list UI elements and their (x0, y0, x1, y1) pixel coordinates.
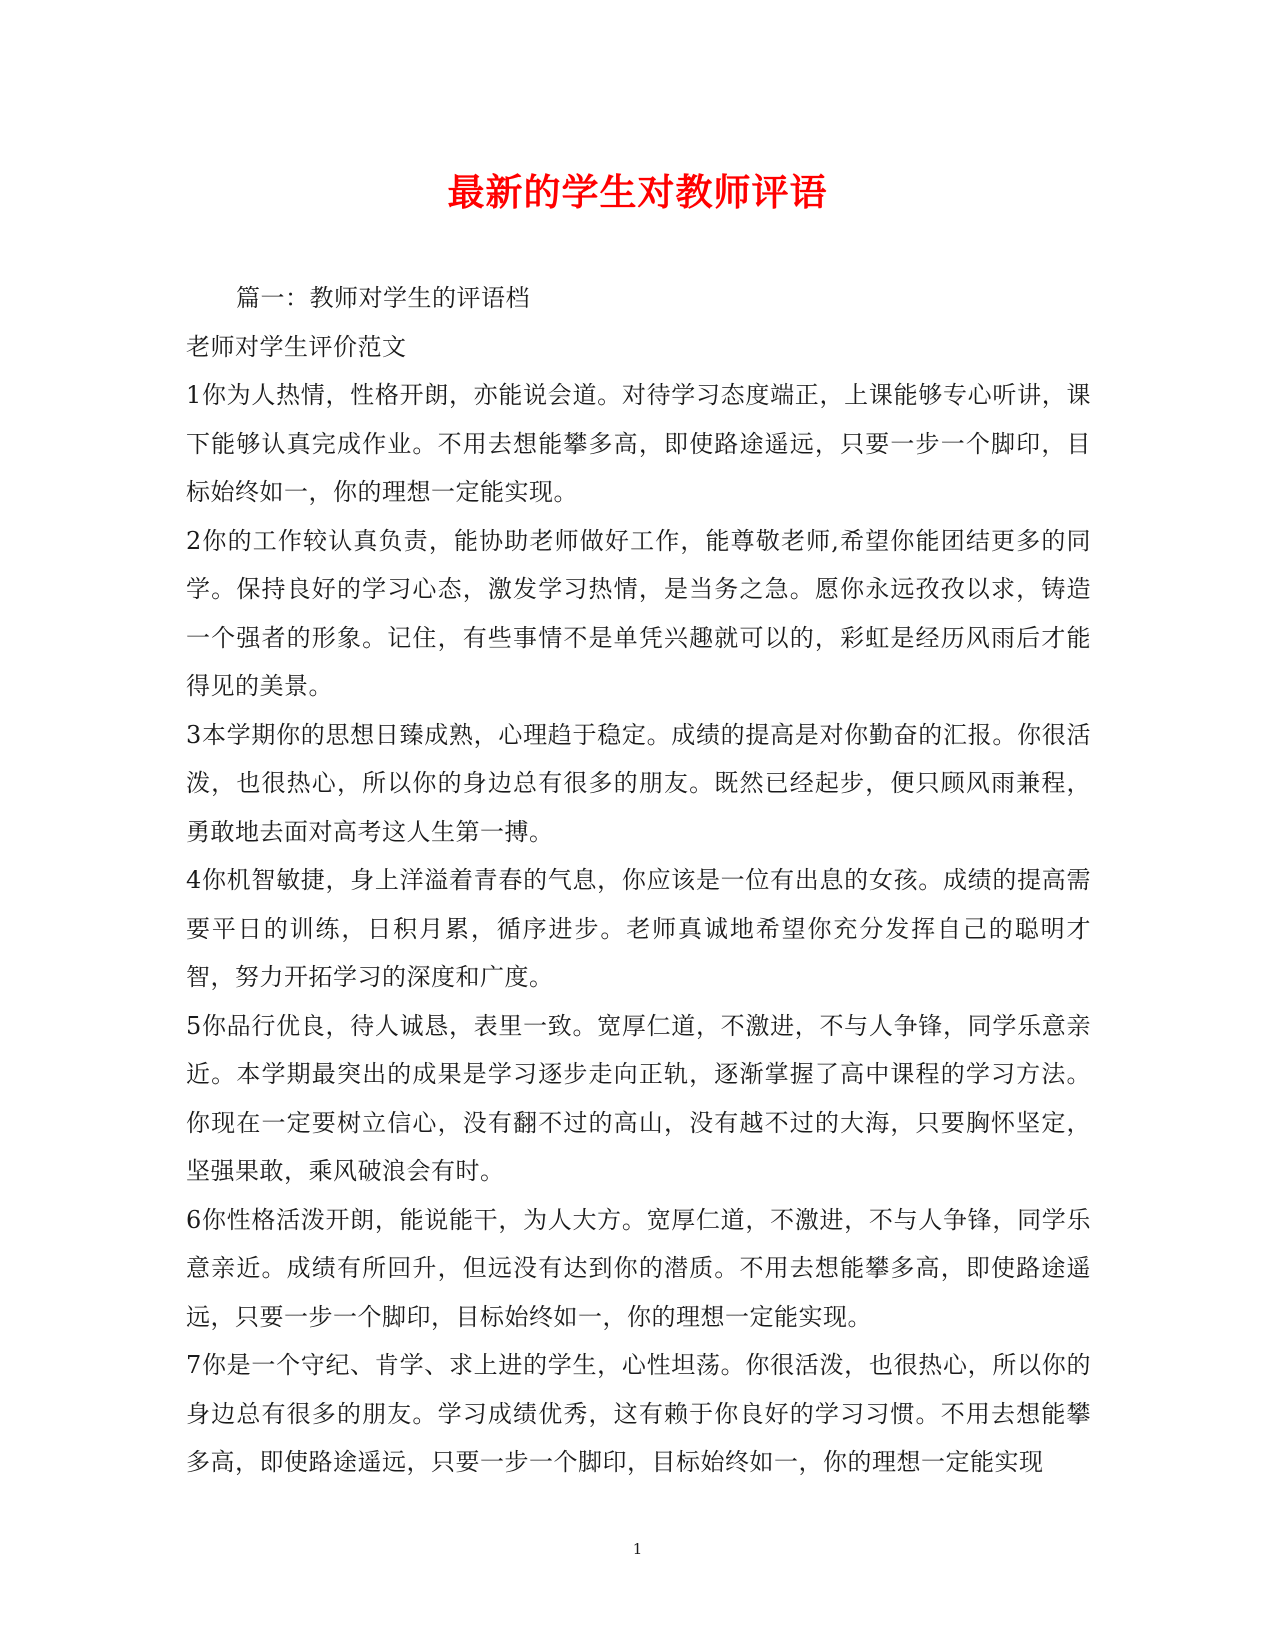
comment-paragraph-6: 6你性格活泼开朗，能说能干，为人大方。宽厚仁道，不激进，不与人争锋，同学乐意亲近。成绩有所回升，但远没有达到你的潜质。不用去想能攀多高，即使路途遥远，只要一步一个脚印，目标始终如一，你的理想一定能实现。 (186, 1205, 1091, 1331)
comment-paragraph-2: 2你的工作较认真负责，能协助老师做好工作，能尊敬老师,希望你能团结更多的同学。保持良好的学习心态，激发学习热情，是当务之急。愿你永远孜孜以求，铸造一个强者的形象。记住，有些事情不是单凭兴趣就可以的，彩虹是经历风雨后才能得见的美景。 (186, 526, 1091, 700)
comment-paragraph-1: 1你为人热情，性格开朗，亦能说会道。对待学习态度端正，上课能够专心听讲，课下能够认真完成作业。不用去想能攀多高，即使路途遥远，只要一步一个脚印，目标始终如一，你的理想一定能实现。 (186, 381, 1091, 506)
document-body (186, 274, 1091, 1487)
section-heading: 篇一：教师对学生的评语档 (236, 284, 530, 312)
subheading: 老师对学生评价范文 (186, 332, 407, 361)
document-title: 最新的学生对教师评语 (447, 170, 828, 214)
comment-paragraph-3: 3本学期你的思想日臻成熟，心理趋于稳定。成绩的提高是对你勤奋的汇报。你很活泼，也很热心，所以你的身边总有很多的朋友。既然已经起步，便只顾风雨兼程，勇敢地去面对高考这人生第一搏。 (186, 720, 1091, 846)
comment-paragraph-7: 7你是一个守纪、肯学、求上进的学生，心性坦荡。你很活泼，也很热心，所以你的身边总有很多的朋友。学习成绩优秀，这有赖于你良好的学习习惯。不用去想能攀多高，即使路途遥远，只要一步一个脚印，目标始终如一，你的理想一定能实现 (186, 1351, 1091, 1476)
page-number: 1 (632, 1540, 643, 1558)
comment-paragraph-5: 5你品行优良，待人诚恳，表里一致。宽厚仁道，不激进，不与人争锋，同学乐意亲近。本学期最突出的成果是学习逐步走向正轨，逐渐掌握了高中课程的学习方法。你现在一定要树立信心，没有翻不过的高山，没有越不过的大海，只要胸怀坚定，坚强果敢，乘风破浪会有时。 (186, 1011, 1091, 1185)
comment-paragraph-4: 4你机智敏捷，身上洋溢着青春的气息，你应该是一位有出息的女孩。成绩的提高需要平日的训练，日积月累，循序进步。老师真诚地希望你充分发挥自己的聪明才智，努力开拓学习的深度和广度。 (186, 866, 1091, 991)
